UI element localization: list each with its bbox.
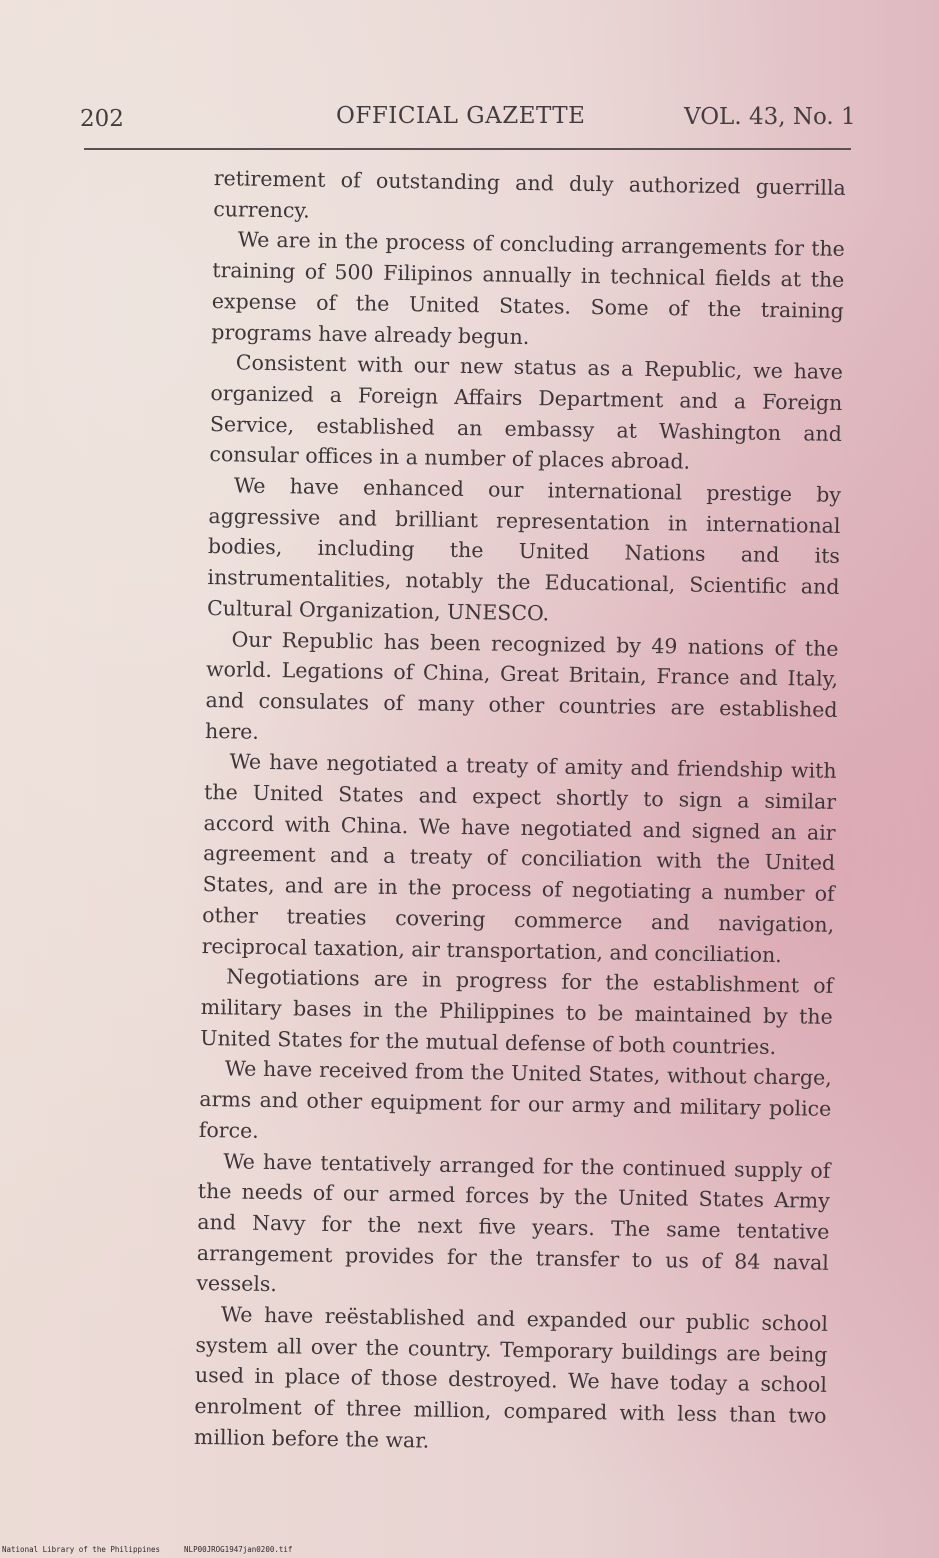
paragraph-recognition: Our Republic has been recognized by 49 nations of the world. Legations of China, Great Britain, France and Italy, and consulates of many other countries are established here. <box>204 626 839 744</box>
footer-library: National Library of the Philippines <box>2 1545 161 1554</box>
paragraph-technical-training: We are in the process of concluding arrangements for the training of 500 Filipinos annually in technical fields at the expense of the United States. Some of the training programs have already begun. <box>211 227 845 349</box>
body-text <box>193 163 846 1493</box>
paragraph-treaties: We have negotiated a treaty of amity and friendship with the United States and expect shortly to sign a similar accord with China. We have negotiated and signed an air agreement and a treaty of conciliation with the United States, and are in the process of negotiating a number of other treaties covering commerce and navigation, reciprocal taxation, air transportation, and conciliation. <box>201 749 837 967</box>
volume-number: VOL. 43, No. 1 <box>684 104 856 130</box>
header-rule <box>84 148 851 150</box>
running-title: OFFICIAL GAZETTE <box>336 103 586 129</box>
paragraph-military-bases: Negotiations are in progress for the establishment of military bases in the Philippines to be maintained by the United States for the mutual defense of both countries. <box>200 964 834 1059</box>
footer-file-name: NLP00JROG1947jan0200.tif <box>184 1545 293 1554</box>
paragraph-public-schools: We have reëstablished and expanded our public school system all over the country. Temporary buildings are being used in place of those destroyed. We have today a school enrolment of three million, compared with less than two million before the war. <box>193 1302 829 1453</box>
paragraph-guerrilla-currency: retirement of outstanding and duly authorized guerrilla currency. <box>213 166 846 223</box>
paragraph-international-prestige: We have enhanced our international prestige by aggressive and brilliant representation in international bodies, including the United Nations and its instrumentalities, notably the Educational, Scientific and Cultural Organization, UNESCO. <box>206 473 842 626</box>
scan-footer <box>2 1545 292 1554</box>
page-number: 202 <box>80 106 124 132</box>
paragraph-armed-forces-supply: We have tentatively arranged for the continued supply of the needs of our armed forces by the United States Army and Navy for the next five years. The same tentative arrangement provides for the transfer to us of 84 naval vessels. <box>196 1148 831 1297</box>
paragraph-foreign-affairs: Consistent with our new status as a Republic, we have organized a Foreign Affairs Department and a Foreign Service, established an embassy at Washington and consular offices in a number of places abroad. <box>209 350 844 474</box>
paragraph-arms-equipment: We have received from the United States, without charge, arms and other equipment for our army and military police force. <box>198 1056 832 1143</box>
